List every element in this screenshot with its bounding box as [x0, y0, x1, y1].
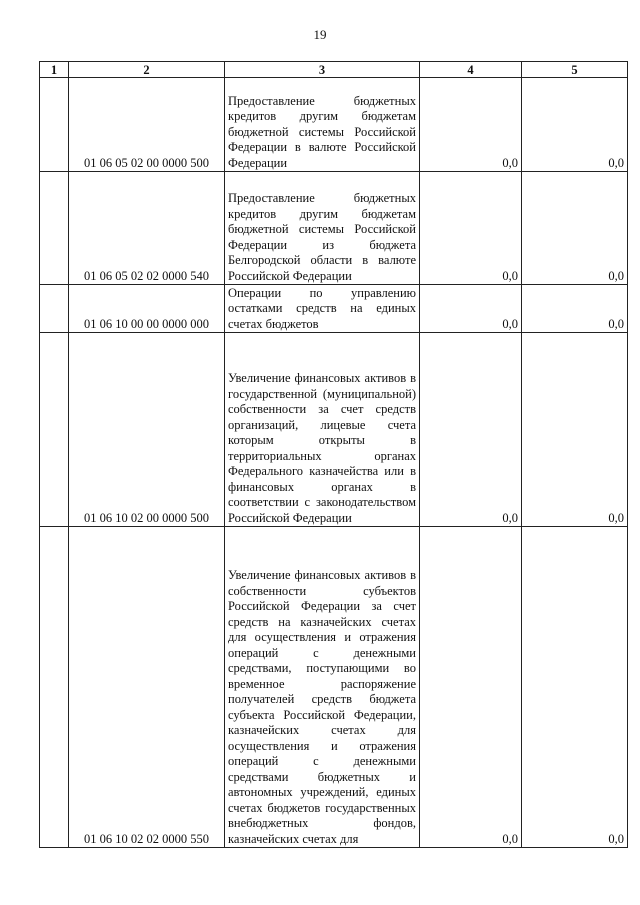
table-row — [40, 285, 628, 333]
value-col4-cell: 0,0 — [420, 78, 522, 172]
value-col5-cell: 0,0 — [522, 172, 628, 285]
source-name-cell: Увеличение финансовых активов в государственной (муниципальной) собственности за счет средств организаций, лицевые счета которым открыты в территориальных органах Федерального казначейства или в финансовых органах в соответствии с законодательством Российской Федерации — [225, 333, 420, 527]
table-row — [40, 333, 628, 527]
value-col5-cell: 0,0 — [522, 285, 628, 333]
header-col-3: 3 — [225, 62, 420, 78]
header-col-5: 5 — [522, 62, 628, 78]
header-col-2: 2 — [69, 62, 225, 78]
header-col-4: 4 — [420, 62, 522, 78]
table-row — [40, 78, 628, 172]
budget-code-cell: 01 06 10 00 00 0000 000 — [69, 285, 225, 333]
table-row — [40, 527, 628, 848]
source-name-cell: Увеличение финансовых активов в собственности субъектов Российской Федерации за счет средств на казначейских счетах для осуществления и отражения операций с денежными средствами, поступающими во временное распоряжение получателей средств бюджета субъекта Российской Федерации, казначейских счетах для осуществления и отражения операций с денежными средствами бюджетных и автономных учреждений, единых счетах бюджетов государственных внебюджетных фондов, казначейских счетах для — [225, 527, 420, 848]
budget-code-cell: 01 06 10 02 02 0000 550 — [69, 527, 225, 848]
table-header-row — [40, 62, 628, 78]
header-col-1: 1 — [40, 62, 69, 78]
value-col5-cell: 0,0 — [522, 78, 628, 172]
row-number-cell — [40, 333, 69, 527]
row-number-cell — [40, 172, 69, 285]
budget-code-cell: 01 06 05 02 00 0000 500 — [69, 78, 225, 172]
source-name-cell: Операции по управлению остатками средств на единых счетах бюджетов — [225, 285, 420, 333]
budget-code-cell: 01 06 10 02 00 0000 500 — [69, 333, 225, 527]
page-number: 19 — [313, 27, 327, 42]
row-number-cell — [40, 527, 69, 848]
value-col4-cell: 0,0 — [420, 333, 522, 527]
value-col5-cell: 0,0 — [522, 333, 628, 527]
row-number-cell — [40, 285, 69, 333]
source-name-cell: Предоставление бюджетных кредитов другим бюджетам бюджетной системы Российской Федерации в валюте Российской Федерации — [225, 78, 420, 172]
value-col4-cell: 0,0 — [420, 172, 522, 285]
source-name-cell: Предоставление бюджетных кредитов другим бюджетам бюджетной системы Российской Федерации из бюджета Белгородской области в валюте Российской Федерации — [225, 172, 420, 285]
row-number-cell — [40, 78, 69, 172]
value-col4-cell: 0,0 — [420, 527, 522, 848]
value-col5-cell: 0,0 — [522, 527, 628, 848]
budget-sources-table — [39, 61, 628, 848]
value-col4-cell: 0,0 — [420, 285, 522, 333]
budget-code-cell: 01 06 05 02 02 0000 540 — [69, 172, 225, 285]
table-row — [40, 172, 628, 285]
